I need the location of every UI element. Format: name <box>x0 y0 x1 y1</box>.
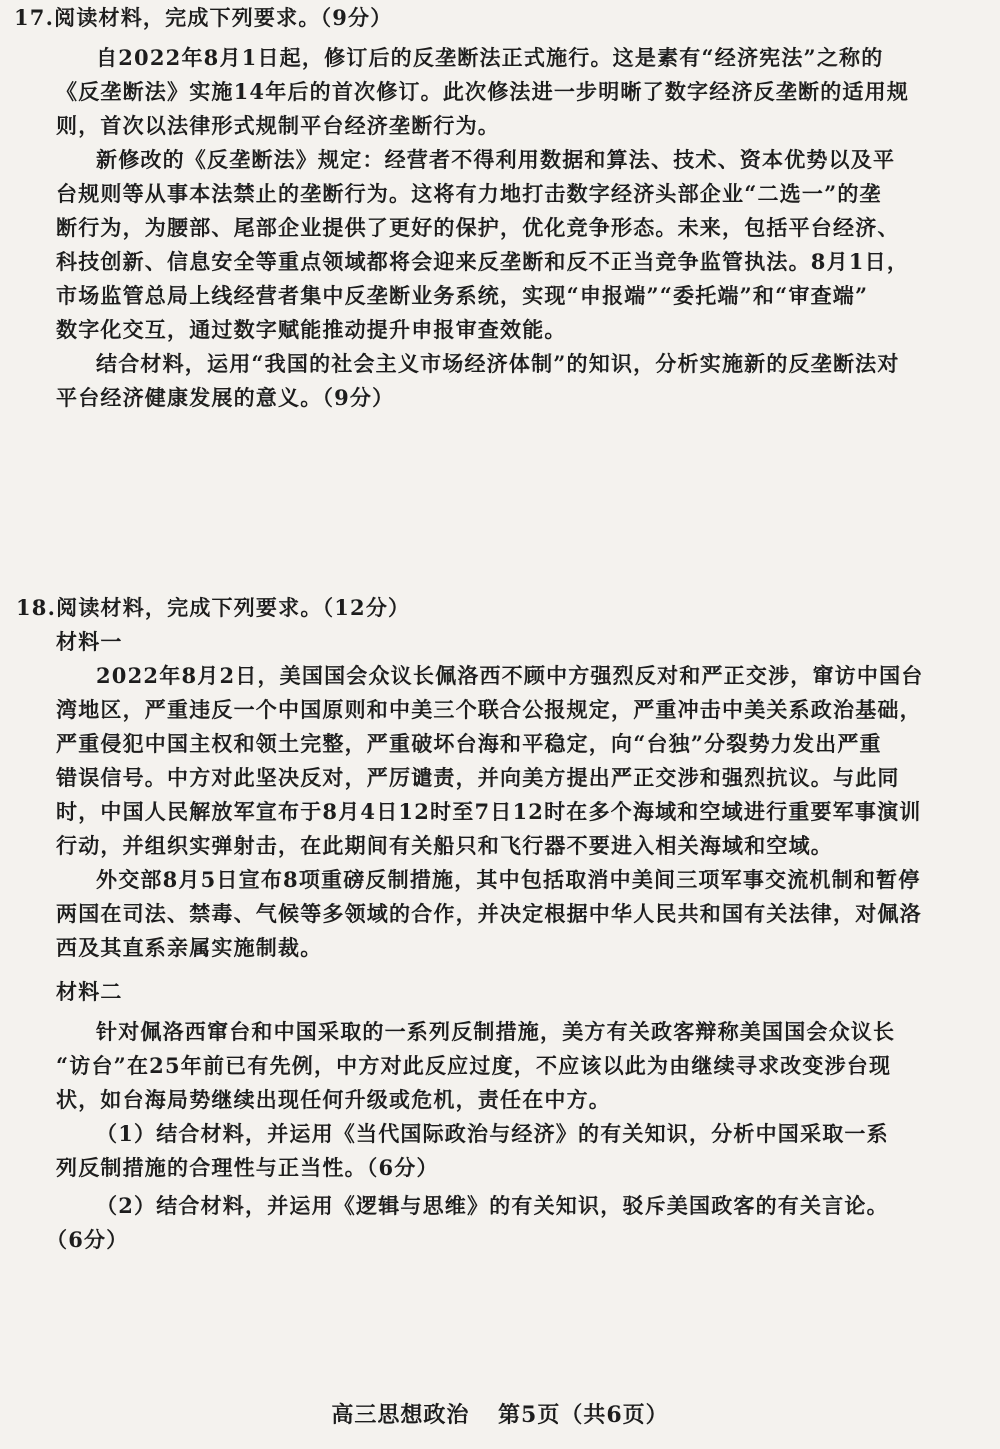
q18-sub1-line1: （1）结合材料，并运用《当代国际政治与经济》的有关知识，分析中国采取一系 <box>96 1121 889 1146</box>
q18-m1-para1-line6: 行动，并组织实弹射击，在此期间有关船只和飞行器不要进入相关海域和空域。 <box>56 833 833 858</box>
q18-m1-para1-line5: 时，中国人民解放军宣布于8月4日12时至7日12时在多个海域和空域进行重要军事演训 <box>56 799 922 824</box>
q17-title: 17.阅读材料，完成下列要求。（9分） <box>14 5 393 30</box>
q17-para2-line1: 新修改的《反垄断法》规定：经营者不得利用数据和算法、技术、资本优势以及平 <box>96 147 896 172</box>
q18-sub2-line2: （6分） <box>46 1227 129 1252</box>
q18-sub2-line1: （2）结合材料，并运用《逻辑与思维》的有关知识，驳斥美国政客的有关言论。 <box>96 1193 889 1218</box>
q17-para2-line5: 市场监管总局上线经营者集中反垄断业务系统，实现“申报端”“委托端”和“审查端” <box>56 283 869 308</box>
q17-question-line2: 平台经济健康发展的意义。（9分） <box>56 385 395 410</box>
q17-para2-line4: 科技创新、信息安全等重点领域都将会迎来反垄断和反不正当竞争监管执法。8月1日， <box>56 249 910 274</box>
q18-material2-label: 材料二 <box>56 979 123 1004</box>
q18-m1-para1-line3: 严重侵犯中国主权和领土完整，严重破坏台海和平稳定，向“台独”分裂势力发出严重 <box>56 731 882 756</box>
q18-title: 18.阅读材料，完成下列要求。（12分） <box>16 595 411 620</box>
q17-para2-line6: 数字化交互，通过数字赋能推动提升申报审查效能。 <box>56 317 567 342</box>
q18-m2-line2: “访台”在25年前已有先例，中方对此反应过度，不应该以此为由继续寻求改变涉台现 <box>56 1053 892 1078</box>
q18-m1-para1-line1: 2022年8月2日，美国国会众议长佩洛西不顾中方强烈反对和严正交涉，窜访中国台 <box>96 663 924 688</box>
q17-para1-line3: 则，首次以法律形式规制平台经济垄断行为。 <box>56 113 500 138</box>
q17-para1-line2: 《反垄断法》实施14年后的首次修订。此次修法进一步明晰了数字经济反垄断的适用规 <box>56 79 910 104</box>
q18-m1-para1-line2: 湾地区，严重违反一个中国原则和中美三个联合公报规定，严重冲击中美关系政治基础， <box>56 697 922 722</box>
q17-para1-line1: 自2022年8月1日起，修订后的反垄断法正式施行。这是素有“经济宪法”之称的 <box>96 45 884 70</box>
q18-m1-para2-line1: 外交部8月5日宣布8项重磅反制措施，其中包括取消中美间三项军事交流机制和暂停 <box>96 867 921 892</box>
q18-m1-para1-line4: 错误信号。中方对此坚决反对，严厉谴责，并向美方提出严正交涉和强烈抗议。与此同 <box>56 765 900 790</box>
q18-m2-line1: 针对佩洛西窜台和中国采取的一系列反制措施，美方有关政客辩称美国国会众议长 <box>96 1019 896 1044</box>
q18-m1-para2-line2: 两国在司法、禁毒、气候等多领域的合作，并决定根据中华人民共和国有关法律，对佩洛 <box>56 901 922 926</box>
footer-page-number: 第5页（共6页） <box>498 1402 669 1428</box>
q17-question-line1: 结合材料，运用“我国的社会主义市场经济体制”的知识，分析实施新的反垄断法对 <box>96 351 900 376</box>
footer-subject: 高三思想政治 <box>331 1402 470 1428</box>
q17-para2-line2: 台规则等从事本法禁止的垄断行为。这将有力地打击数字经济头部企业“二选一”的垄 <box>56 181 882 206</box>
q18-sub1-line2: 列反制措施的合理性与正当性。（6分） <box>56 1155 439 1180</box>
q18-material1-label: 材料一 <box>56 629 123 654</box>
q18-m1-para2-line3: 西及其直系亲属实施制裁。 <box>56 935 323 960</box>
q17-para2-line3: 断行为，为腰部、尾部企业提供了更好的保护，优化竞争形态。未来，包括平台经济、 <box>56 215 900 240</box>
q18-m2-line3: 状，如台海局势继续出现任何升级或危机，责任在中方。 <box>56 1087 611 1112</box>
page-footer <box>0 1398 1000 1429</box>
